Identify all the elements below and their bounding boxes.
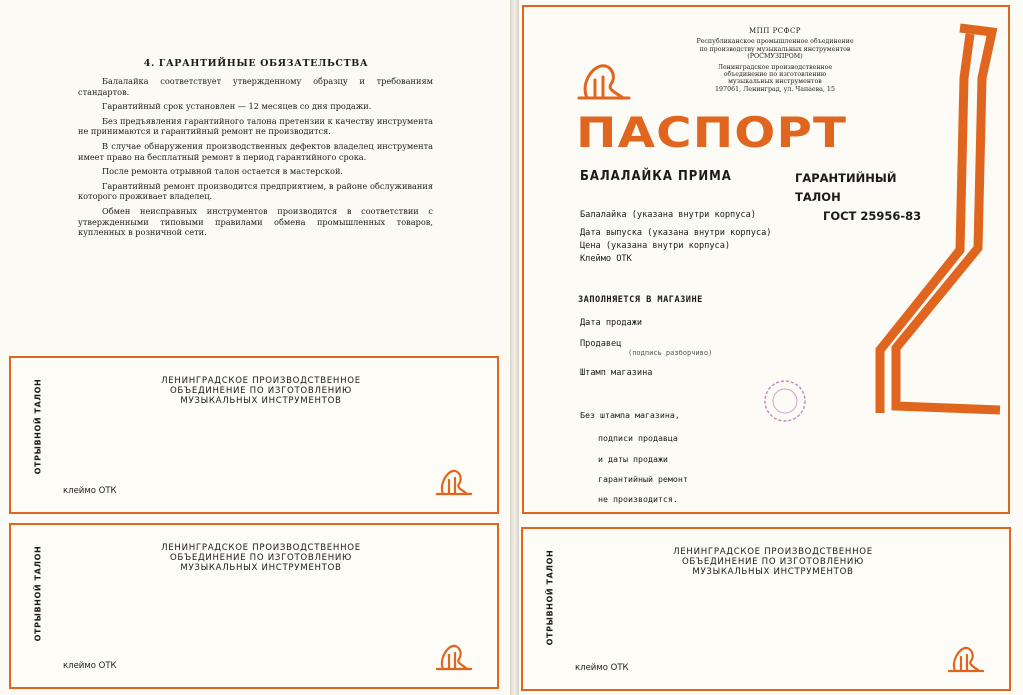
notice-line: и даты продажи <box>598 454 668 464</box>
coupon-org-line: МУЗЫКАЛЬНЫХ ИНСТРУМЕНТОВ <box>180 396 342 406</box>
factory-line: объединение по изготовлению <box>723 71 827 79</box>
coupon-org-line: ОБЪЕДИНЕНИЕ ПО ИЗГОТОВЛЕНИЮ <box>169 386 353 396</box>
coupon-org-line: ОБЪЕДИНЕНИЕ ПО ИЗГОТОВЛЕНИЮ <box>681 557 865 567</box>
coupon-org-line: МУЗЫКАЛЬНЫХ ИНСТРУМЕНТОВ <box>692 567 854 577</box>
factory-address: 197061, Ленинград, ул. Чапаева, 15 <box>715 85 835 93</box>
shop-stamp-mark <box>760 378 810 424</box>
warranty-heading-block <box>795 169 945 226</box>
notice-line: подписи продавца <box>598 433 678 443</box>
warranty-paragraph: Без предъявления гарантийного талона претензии к качеству инструмента не принимаются и гарантийный ремонт не производится. <box>78 115 433 137</box>
warranty-paragraph: Обмен неисправных инструментов производится в соответствии с утвержденными типовыми правилами обмена промышленных товаров, купленных в розничной сети. <box>78 205 433 238</box>
coupon-org-line: ЛЕНИНГРАДСКОЕ ПРОИЗВОДСТВЕННОЕ <box>161 376 361 386</box>
notice-line: не производится. <box>598 494 678 504</box>
coupon-qc-mark: клеймо ОТК <box>63 661 117 671</box>
warranty-obligations-title: 4. ГАРАНТИЙНЫЕ ОБЯЗАТЕЛЬСТВА <box>143 58 369 69</box>
shop-section-heading: ЗАПОЛНЯЕТСЯ В МАГАЗИНЕ <box>578 295 703 305</box>
coupon-org-line: МУЗЫКАЛЬНЫХ ИНСТРУМЕНТОВ <box>180 563 342 573</box>
warranty-obligations-text <box>78 76 433 242</box>
warranty-paragraph: Гарантийный ремонт производится предприятием, в районе обслуживания которого проживает владелец. <box>78 180 433 202</box>
association-block <box>660 38 890 60</box>
coupon-org-line: ОБЪЕДИНЕНИЕ ПО ИЗГОТОВЛЕНИЮ <box>169 553 353 563</box>
document-title: ПАСПОРТ <box>576 108 848 157</box>
tear-off-coupon[interactable] <box>9 356 499 514</box>
factory-block <box>660 64 890 94</box>
warranty-paragraph: В случае обнаружения производственных дефектов владелец инструмента имеет право на бесплатный ремонт в период гарантийного срока. <box>78 140 433 162</box>
warranty-paragraph: После ремонта отрывной талон остается в мастерской. <box>102 166 344 177</box>
notice-line: гарантийный ремонт <box>598 474 688 484</box>
tear-off-coupon[interactable] <box>9 523 499 689</box>
coupon-organization <box>623 547 923 577</box>
coupon-vertical-label: ОТРЫВНОЙ ТАЛОН <box>33 545 43 642</box>
coupon-qc-mark: клеймо ОТК <box>575 663 629 673</box>
field-price: Цена (указана внутри корпуса) <box>580 241 731 251</box>
coupon-organization <box>111 376 411 406</box>
factory-line: музыкальных инструментов <box>728 78 822 86</box>
warranty-paragraph: Гарантийный срок установлен — 12 месяцев со дня продажи. <box>102 101 372 112</box>
coupon-vertical-label: ОТРЫВНОЙ ТАЛОН <box>545 549 555 646</box>
field-shop-stamp[interactable]: Штамп магазина <box>580 368 653 378</box>
page-fold <box>510 0 519 695</box>
coupon-org-line: ЛЕНИНГРАДСКОЕ ПРОИЗВОДСТВЕННОЕ <box>673 547 873 557</box>
factory-line: Ленинградское производственное <box>717 63 833 71</box>
field-sale-date[interactable]: Дата продажи <box>580 318 643 328</box>
warranty-paragraph: Балалайка соответствует утвержденному образцу и требованиям стандартов. <box>78 76 433 97</box>
coupon-organization <box>111 543 411 573</box>
issuer-block <box>660 28 890 96</box>
coupon-org-line: ЛЕНИНГРАДСКОЕ ПРОИЗВОДСТВЕННОЕ <box>161 543 361 553</box>
coupon-qc-mark: клеймо ОТК <box>63 486 117 496</box>
tear-off-coupon[interactable] <box>521 527 1011 691</box>
coupon-vertical-label: ОТРЫВНОЙ ТАЛОН <box>33 378 43 475</box>
notice-line: Без штампа магазина, <box>580 410 680 420</box>
piano-logo-icon <box>575 60 633 104</box>
association-line: по производству музыкальных инструментов <box>699 45 851 53</box>
piano-logo-icon <box>433 466 475 498</box>
ministry-name: МПП РСФСР <box>748 27 802 35</box>
piano-logo-icon <box>433 641 475 673</box>
field-seller[interactable]: Продавец <box>580 339 622 349</box>
piano-logo-icon <box>945 643 987 675</box>
seller-signature-hint: (подпись разборчиво) <box>628 349 713 357</box>
association-line: (РОСМУЗПРОМ) <box>747 53 803 61</box>
gost-standard: ГОСТ 25956-83 <box>823 209 922 223</box>
field-instrument: Балалайка (указана внутри корпуса) <box>580 210 756 220</box>
product-name: БАЛАЛАЙКА ПРИМА <box>580 169 732 184</box>
field-qc-mark: Клеймо ОТК <box>580 254 632 264</box>
association-line: Республиканское промышленное объединение <box>696 38 854 46</box>
warranty-heading: ГАРАНТИЙНЫЙ ТАЛОН <box>795 171 897 204</box>
field-release-date: Дата выпуска (указана внутри корпуса) <box>580 228 772 238</box>
